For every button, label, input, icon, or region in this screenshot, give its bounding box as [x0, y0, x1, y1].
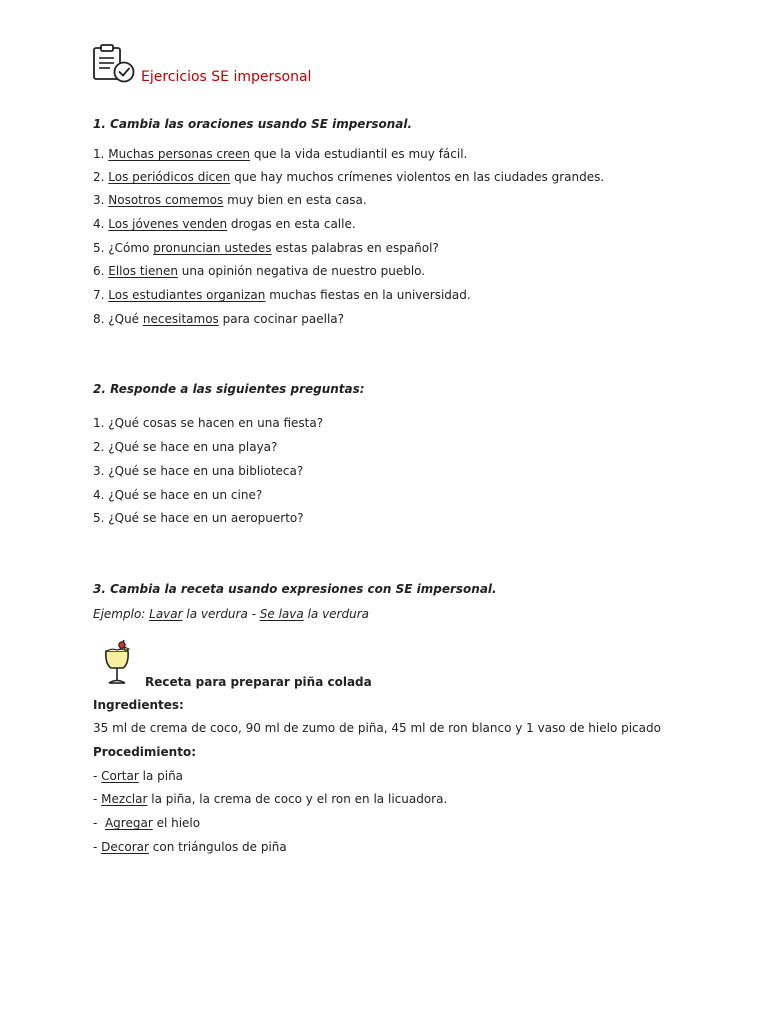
item-underlined-subject-verb: Los periódicos dicen [108, 170, 231, 184]
step-text: la piña [138, 769, 184, 783]
list-item: 2. ¿Qué se hace en una playa? [93, 440, 278, 454]
list-item [93, 216, 356, 232]
example-verb-impersonal: Se lava [259, 607, 304, 621]
list-item [93, 169, 604, 185]
item-text-post: estas palabras en español? [271, 241, 439, 255]
step-text: la piña, la crema de coco y el ron en la licuadora. [147, 792, 448, 806]
list-item [93, 240, 439, 256]
procedure-label: Procedimiento: [93, 745, 196, 759]
procedure-step [93, 839, 287, 855]
item-text-post: muchas fiestas en la universidad. [265, 288, 471, 302]
ingredients-text: 35 ml de crema de coco, 90 ml de zumo de piña, 45 ml de ron blanco y 1 vaso de hielo picado [93, 721, 661, 735]
item-number: 3. [93, 193, 109, 207]
step-dash: - [93, 816, 105, 830]
item-text-post: una opinión negativa de nuestro pueblo. [177, 264, 426, 278]
item-number: 7. [93, 288, 109, 302]
list-item [93, 287, 471, 303]
section1-heading: 1. Cambia las oraciones usando SE impersonal. [93, 117, 413, 131]
procedure-step [93, 815, 200, 831]
item-text-post: que hay muchos crímenes violentos en las ciudades grandes. [230, 170, 605, 184]
ingredients-label: Ingredientes: [93, 698, 184, 712]
recipe-title: Receta para preparar piña colada [145, 675, 372, 689]
item-text-post: para cocinar paella? [218, 312, 345, 326]
list-item [93, 263, 425, 279]
item-number: 4. [93, 217, 109, 231]
clipboard-check-icon [92, 43, 136, 83]
item-underlined-subject-verb: Ellos tienen [108, 264, 178, 278]
item-number: 6. [93, 264, 109, 278]
page-title: Ejercicios SE impersonal [141, 69, 312, 85]
step-verb: Agregar [104, 816, 153, 830]
section2-heading: 2. Responde a las siguientes preguntas: [93, 382, 365, 396]
procedure-step [93, 791, 447, 807]
step-verb: Mezclar [101, 792, 148, 806]
example-verb-infinitive: Lavar [149, 607, 183, 621]
item-number: 8. [93, 312, 109, 326]
item-underlined-subject-verb: Muchas personas creen [108, 147, 251, 161]
section3-heading: 3. Cambia la receta usando expresiones con SE impersonal. [93, 582, 497, 596]
item-text-pre: ¿Cómo [108, 241, 154, 255]
item-underlined-subject-verb: pronuncian ustedes [153, 241, 272, 255]
item-text-pre: ¿Qué [108, 312, 143, 326]
example-prefix: Ejemplo: [93, 607, 150, 621]
list-item [93, 146, 467, 162]
step-text: con triángulos de piña [148, 840, 287, 854]
pina-colada-drink-icon [102, 638, 132, 688]
item-text-post: drogas en esta calle. [227, 217, 356, 231]
item-text-post: que la vida estudiantil es muy fácil. [250, 147, 468, 161]
item-text-post: muy bien en esta casa. [223, 193, 367, 207]
step-dash: - [93, 840, 102, 854]
item-number: 5. [93, 241, 109, 255]
procedure-step [93, 768, 183, 784]
item-underlined-subject-verb: Nosotros comemos [108, 193, 224, 207]
list-item: 1. ¿Qué cosas se hacen en una fiesta? [93, 416, 324, 430]
item-number: 1. [93, 147, 109, 161]
item-number: 2. [93, 170, 109, 184]
step-text: el hielo [152, 816, 201, 830]
list-item: 3. ¿Qué se hace en una biblioteca? [93, 464, 304, 478]
step-verb: Cortar [101, 769, 139, 783]
list-item [93, 311, 344, 327]
section3-example [93, 606, 369, 622]
item-underlined-subject-verb: necesitamos [142, 312, 219, 326]
item-underlined-subject-verb: Los jóvenes venden [108, 217, 228, 231]
list-item [93, 192, 367, 208]
example-mid: la verdura - [182, 607, 260, 621]
step-verb: Decorar [101, 840, 149, 854]
list-item: 4. ¿Qué se hace en un cine? [93, 488, 263, 502]
step-dash: - [93, 792, 102, 806]
step-dash: - [93, 769, 102, 783]
list-item: 5. ¿Qué se hace en un aeropuerto? [93, 511, 304, 525]
item-underlined-subject-verb: Los estudiantes organizan [108, 288, 266, 302]
example-suffix: la verdura [303, 607, 369, 621]
